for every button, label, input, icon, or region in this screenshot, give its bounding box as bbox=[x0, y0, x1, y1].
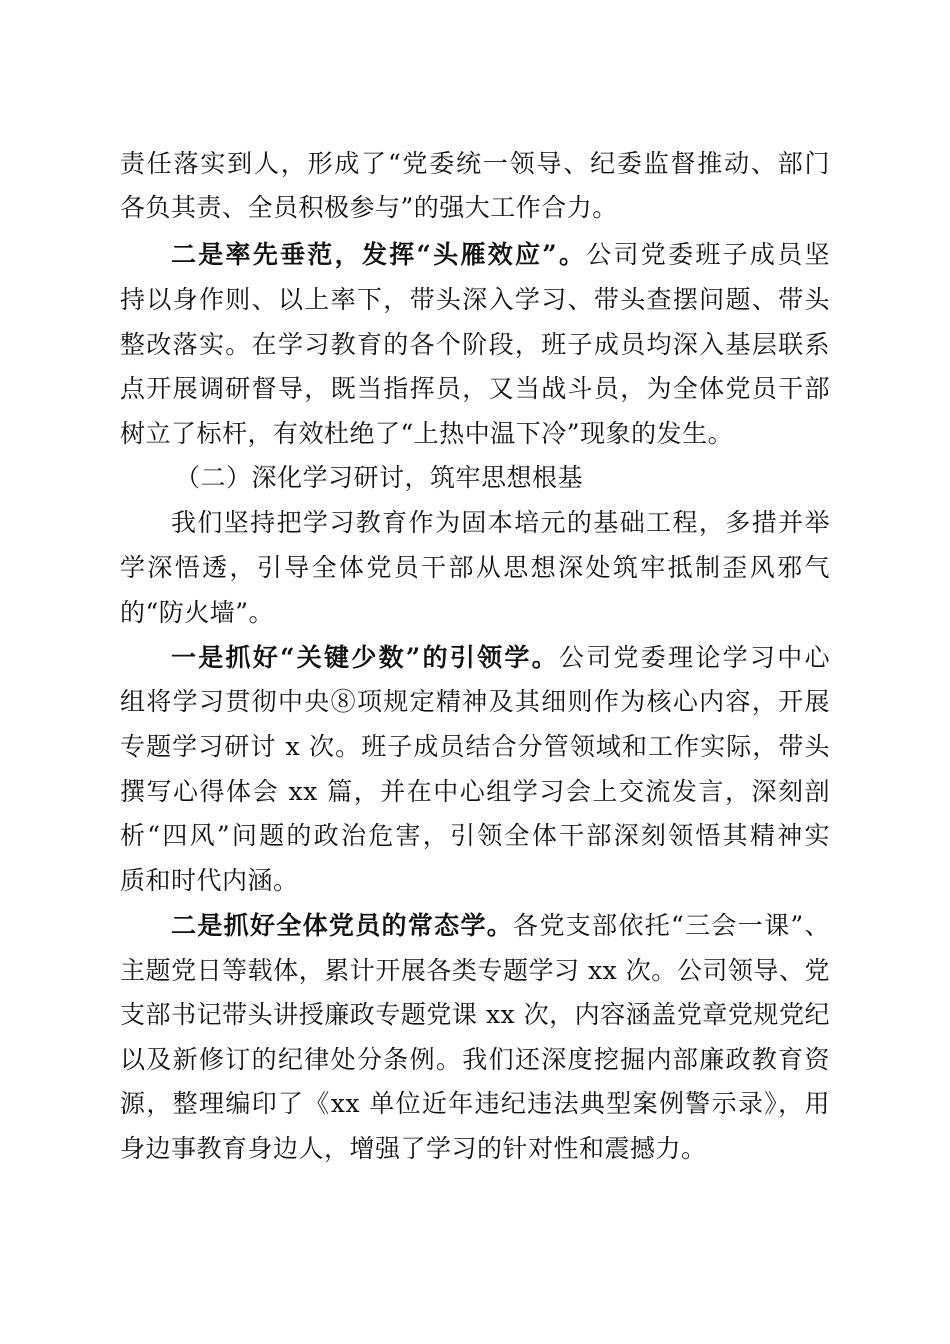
paragraph-lead: 二是率先垂范，发挥“头雁效应”。 bbox=[171, 240, 587, 269]
text-line: 主题党日等载体，累计开展各类专题学习 xx 次。公司领导、党 bbox=[120, 956, 830, 985]
text-line: 各负其责、全员积极参与”的强大工作合力。 bbox=[120, 193, 618, 222]
text-run: 公司党委班子成员坚 bbox=[586, 240, 830, 269]
text-line: 身边事教育身边人，增强了学习的针对性和震撼力。 bbox=[120, 1134, 707, 1163]
text-line bbox=[171, 909, 830, 943]
paragraph-lead: 一是抓好“关键少数”的引领学。 bbox=[171, 643, 559, 672]
text-line: 支部书记带头讲授廉政专题党课 xx 次，内容涵盖党章党规党纪 bbox=[120, 1000, 830, 1029]
section-heading: （二）深化学习研讨，筑牢思想根基 bbox=[175, 463, 584, 492]
text-run: 各党支部依托“三会一课”、 bbox=[513, 911, 830, 940]
text-line bbox=[171, 238, 830, 272]
text-line: 点开展调研督导，既当指挥员，又当战斗员，为全体党员干部 bbox=[120, 374, 830, 403]
text-line: 整改落实。在学习教育的各个阶段，班子成员均深入基层联系 bbox=[120, 330, 830, 359]
text-line: 专题学习研讨 x 次。班子成员结合分管领域和工作实际，带头 bbox=[120, 732, 830, 761]
text-line: 析“四风”问题的政治危害，引领全体干部深刻领悟其精神实 bbox=[120, 821, 830, 850]
text-line: 的“防火墙”。 bbox=[120, 598, 275, 627]
text-line: 质和时代内涵。 bbox=[120, 866, 299, 895]
text-line bbox=[171, 641, 830, 675]
text-line: 撰写心得体会 xx 篇，并在中心组学习会上交流发言，深刻剖 bbox=[120, 777, 830, 806]
text-line: 我们坚持把学习教育作为固本培元的基础工程，多措并举 bbox=[171, 508, 830, 537]
text-run: 公司党委理论学习中心 bbox=[558, 643, 830, 672]
text-line: 树立了标杆，有效杜绝了“上热中温下冷”现象的发生。 bbox=[120, 419, 734, 448]
text-line: 持以身作则、以上率下，带头深入学习、带头查摆问题、带头 bbox=[120, 285, 830, 314]
paragraph-lead: 二是抓好全体党员的常态学。 bbox=[171, 911, 514, 940]
text-line: 学深悟透，引导全体党员干部从思想深处筑牢抵制歪风邪气 bbox=[120, 553, 830, 582]
text-line: 以及新修订的纪律处分条例。我们还深度挖掘内部廉政教育资 bbox=[120, 1045, 830, 1074]
text-line: 源，整理编印了《xx 单位近年违纪违法典型案例警示录》，用 bbox=[120, 1089, 830, 1118]
text-line: 组将学习贯彻中央⑧项规定精神及其细则作为核心内容，开展 bbox=[120, 687, 830, 716]
text-line: 责任落实到人，形成了“党委统一领导、纪委监督推动、部门 bbox=[120, 149, 830, 178]
